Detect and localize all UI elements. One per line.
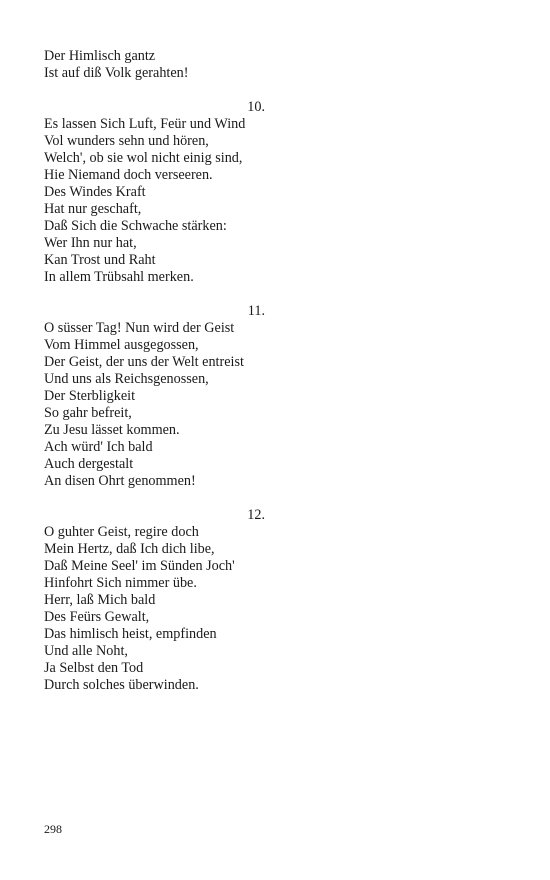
verse-line: Der Sterbligkeit (44, 388, 136, 404)
verse-line: Des Feürs Gewalt, (44, 609, 150, 625)
verse-line: Daß Meine Seel' im Sünden Joch' (44, 558, 235, 574)
verse-line: Wer Ihn nur hat, (44, 235, 137, 251)
stanza-11 (44, 303, 268, 490)
verse-line: Herr, laß Mich bald (44, 592, 156, 608)
verse-line: Der Himlisch gantz (44, 48, 156, 64)
page-number: 298 (44, 822, 62, 836)
verse-line: Kan Trost und Raht (44, 252, 156, 268)
verse-line: Des Windes Kraft (44, 184, 146, 200)
verse-line: Vol wunders sehn und hören, (44, 133, 209, 149)
verse-line: Ja Selbst den Tod (44, 660, 144, 676)
stanza-number: 12. (247, 507, 265, 523)
poem-text (44, 48, 268, 711)
verse-line: Es lassen Sich Luft, Feür und Wind (44, 116, 246, 132)
verse-line: Vom Himmel ausgegossen, (44, 337, 199, 353)
verse-line: Und uns als Reichsgenossen, (44, 371, 209, 387)
verse-line: Auch dergestalt (44, 456, 134, 472)
verse-line: Zu Jesu lässet kommen. (44, 422, 180, 438)
verse-line: Ach würd' Ich bald (44, 439, 153, 455)
verse-line: Daß Sich die Schwache stärken: (44, 218, 227, 234)
verse-line: In allem Trübsahl merken. (44, 269, 194, 285)
verse-line: O guhter Geist, regire doch (44, 524, 199, 540)
verse-line: Hinfohrt Sich nimmer übe. (44, 575, 197, 591)
verse-line: Das himlisch heist, empfinden (44, 626, 217, 642)
verse-line: Hat nur geschaft, (44, 201, 142, 217)
stanza-10 (44, 99, 268, 286)
stanza-12 (44, 507, 268, 694)
verse-line: O süsser Tag! Nun wird der Geist (44, 320, 235, 336)
verse-line: Mein Hertz, daß Ich dich libe, (44, 541, 215, 557)
verse-line: Ist auf diß Volk gerahten! (44, 65, 189, 81)
verse-line: Hie Niemand doch verseeren. (44, 167, 213, 183)
verse-line: Und alle Noht, (44, 643, 128, 659)
verse-line: Der Geist, der uns der Welt entreist (44, 354, 244, 370)
verse-line: So gahr befreit, (44, 405, 132, 421)
verse-line: An disen Ohrt genommen! (44, 473, 196, 489)
verse-line: Welch', ob sie wol nicht einig sind, (44, 150, 243, 166)
verse-line: Durch solches überwinden. (44, 677, 199, 693)
stanza-fragment (44, 48, 268, 82)
stanza-number: 11. (247, 303, 265, 319)
stanza-number: 10. (247, 99, 265, 115)
